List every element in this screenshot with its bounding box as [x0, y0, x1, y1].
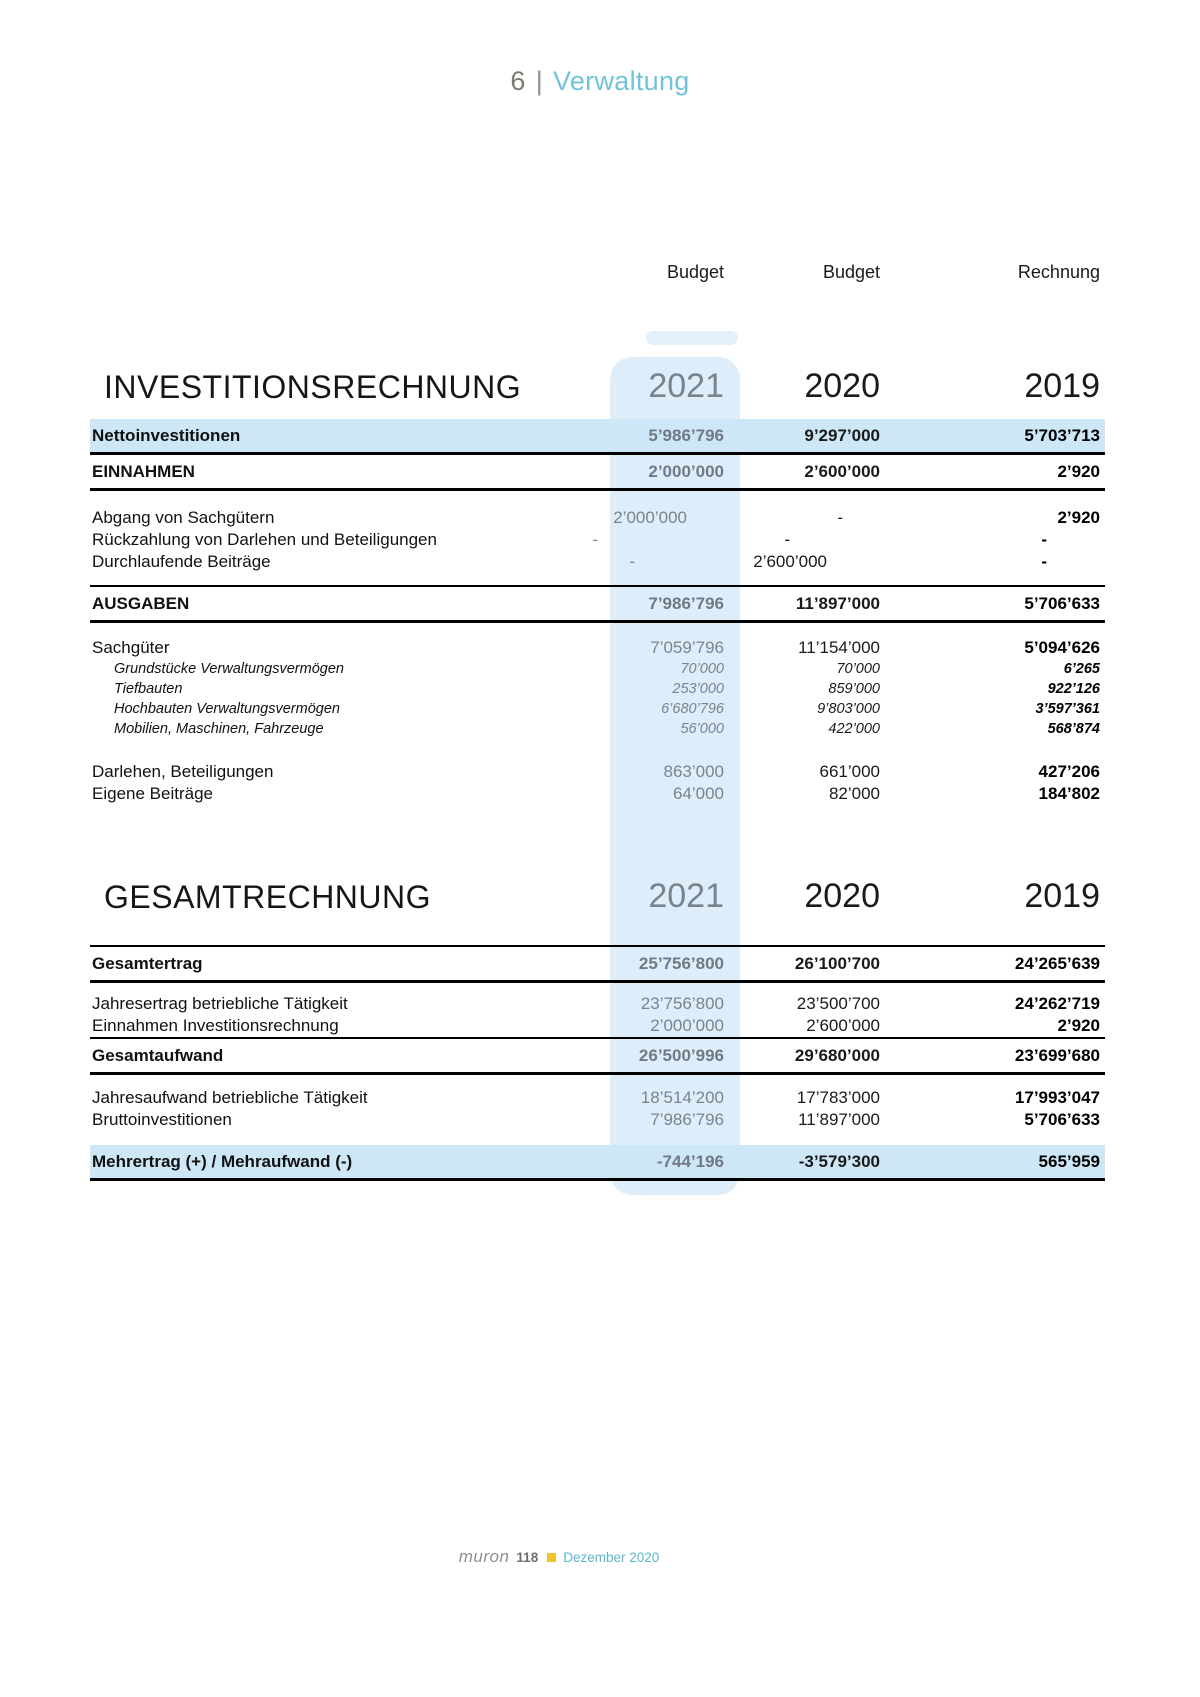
- column-headers: [90, 262, 1105, 283]
- column-header-budget-2021: Budget: [666, 262, 724, 282]
- table-row: [90, 1015, 1105, 1037]
- table-row: [90, 551, 1105, 573]
- value-2020: 29’680’000: [794, 1046, 880, 1065]
- value-2019: 24’262’719: [1014, 994, 1100, 1013]
- row-label: Jahresaufwand betriebliche Tätigkeit: [92, 1088, 368, 1107]
- value-2020: -: [784, 530, 790, 549]
- row-label: Abgang von Sachgütern: [92, 508, 275, 527]
- value-2021: 56’000: [680, 721, 724, 737]
- table-row: [90, 783, 1105, 805]
- table-row: [90, 529, 1105, 551]
- value-2020: 23’500’700: [796, 994, 880, 1013]
- value-2020: 2’600’000: [806, 1016, 880, 1035]
- value-2021: 18’514’200: [640, 1088, 724, 1107]
- year-2019: 2019: [1024, 367, 1100, 405]
- value-2019: 24’265’639: [1014, 954, 1100, 973]
- value-2019: 6’265: [1063, 661, 1100, 677]
- value-2019: 17’993’047: [1014, 1088, 1100, 1107]
- page-header: [0, 66, 1200, 97]
- footer-square-icon: [547, 1553, 556, 1562]
- year-2020: 2020: [804, 367, 880, 405]
- row-label: Grundstücke Verwaltungsvermögen: [114, 661, 344, 677]
- footer-brand: muron: [458, 1547, 510, 1566]
- value-2021: 64’000: [672, 784, 724, 803]
- row-label: Bruttoinvestitionen: [92, 1110, 232, 1129]
- value-2020: 17’783’000: [796, 1088, 880, 1107]
- value-2019: 922’126: [1047, 681, 1100, 697]
- value-2019: 5’706’633: [1024, 594, 1100, 613]
- value-2021: 7’986’796: [648, 594, 724, 613]
- value-2019: -: [1041, 530, 1047, 549]
- value-2020: -3’579’300: [798, 1152, 880, 1171]
- row-label: AUSGABEN: [92, 594, 190, 613]
- value-2020: 2’600’000: [753, 552, 827, 571]
- value-2021: 7’986’796: [650, 1110, 724, 1129]
- footer-date: Dezember 2020: [563, 1549, 660, 1565]
- table-subrow: [90, 659, 1105, 679]
- year-2020: 2020: [804, 877, 880, 915]
- row-label: Tiefbauten: [114, 681, 183, 697]
- value-2019: 568’874: [1047, 721, 1100, 737]
- value-2021: 23’756’800: [640, 994, 724, 1013]
- value-2020: 11’897’000: [798, 1110, 880, 1129]
- row-label: Jahresertrag betriebliche Tätigkeit: [92, 994, 348, 1013]
- value-2021: -: [629, 552, 635, 571]
- value-2019: 3’597’361: [1035, 701, 1100, 717]
- section-header-gesamtrechnung: [90, 867, 1105, 913]
- value-2019: 2’920: [1057, 508, 1100, 527]
- table-row: [90, 507, 1105, 529]
- value-2021: -744’196: [656, 1152, 724, 1171]
- page-footer: [0, 1547, 1118, 1567]
- year-2021: 2021: [648, 367, 724, 405]
- value-2021: 25’756’800: [638, 954, 724, 973]
- value-2021: 26’500’996: [638, 1046, 724, 1065]
- table-subrow: [90, 719, 1105, 739]
- table-row: [90, 1109, 1105, 1131]
- value-2020: 422’000: [828, 721, 880, 737]
- value-2019: 427’206: [1038, 762, 1100, 781]
- table-row-gesamtertrag: [90, 945, 1105, 983]
- value-2020: 661’000: [819, 762, 880, 781]
- value-2021: 253’000: [672, 681, 724, 697]
- row-label: Darlehen, Beteiligungen: [92, 762, 274, 781]
- value-2021: 6’680’796: [661, 701, 724, 717]
- value-2020: 2’600’000: [804, 462, 880, 481]
- section-name: Verwaltung: [553, 66, 690, 96]
- page-number: 6: [510, 66, 526, 96]
- row-label: Mobilien, Maschinen, Fahrzeuge: [114, 721, 324, 737]
- value-2020: 26’100’700: [794, 954, 880, 973]
- table-row-einnahmen: [90, 455, 1105, 491]
- year-2021: 2021: [648, 877, 724, 915]
- column-header-budget-2020: Budget: [822, 262, 880, 282]
- row-label: Gesamtertrag: [92, 954, 203, 973]
- row-label: Gesamtaufwand: [92, 1046, 224, 1065]
- header-divider: |: [535, 66, 544, 96]
- value-2020: -: [837, 508, 843, 527]
- row-label: Einnahmen Investitionsrechnung: [92, 1016, 339, 1035]
- value-2020: 11’897’000: [795, 594, 880, 613]
- row-label: Sachgüter: [92, 638, 170, 657]
- section-title: INVESTITIONSRECHNUNG: [104, 371, 522, 403]
- value-2020: 82’000: [828, 784, 880, 803]
- table-row-mehrertrag: [90, 1145, 1105, 1181]
- table-row-gesamtaufwand: [90, 1037, 1105, 1075]
- value-2019: 2’920: [1057, 462, 1100, 481]
- value-2021: 2’000’000: [650, 1016, 724, 1035]
- value-2019: 2’920: [1057, 1016, 1100, 1035]
- table-subrow: [90, 699, 1105, 719]
- table-row-ausgaben: [90, 585, 1105, 623]
- value-2019: 565’959: [1038, 1152, 1100, 1171]
- column-header-rechnung-2019: Rechnung: [1017, 262, 1100, 282]
- value-2019: -: [1041, 552, 1047, 571]
- value-2019: 5’706’633: [1024, 1110, 1100, 1129]
- value-2019: 5’703’713: [1024, 426, 1100, 445]
- footer-issue-number: 118: [516, 1549, 539, 1565]
- value-2020: 859’000: [828, 681, 880, 697]
- table-row: [90, 761, 1105, 783]
- value-2019: 23’699’680: [1014, 1046, 1100, 1065]
- row-label: Nettoinvestitionen: [92, 426, 241, 445]
- row-label: EINNAHMEN: [92, 462, 195, 481]
- section-header-investitionsrechnung: [90, 357, 1105, 403]
- table-row: [90, 993, 1105, 1015]
- value-2020: 11’154’000: [798, 638, 880, 657]
- value-2020: 9’297’000: [804, 426, 880, 445]
- value-2020: 70’000: [836, 661, 880, 677]
- value-2019: 5’094’626: [1024, 638, 1100, 657]
- section-title: GESAMTRECHNUNG: [104, 881, 432, 913]
- value-2021: 70’000: [680, 661, 724, 677]
- year-2019: 2019: [1024, 877, 1100, 915]
- value-2021: 2’000’000: [613, 508, 687, 527]
- financial-table: [90, 357, 1105, 1181]
- highlight-pill-tab: [646, 331, 738, 345]
- row-label: Eigene Beiträge: [92, 784, 213, 803]
- row-label: Mehrertrag (+) / Mehraufwand (-): [92, 1152, 353, 1171]
- row-label: Rückzahlung von Darlehen und Beteiligungen: [92, 530, 437, 549]
- value-2020: 9’803’000: [817, 701, 880, 717]
- table-row-nettoinvestitionen: [90, 419, 1105, 455]
- table-row: [90, 1087, 1105, 1109]
- value-2021: -: [592, 530, 598, 549]
- value-2019: 184’802: [1038, 784, 1100, 803]
- table-subrow: [90, 679, 1105, 699]
- value-2021: 5’986’796: [648, 426, 724, 445]
- value-2021: 863’000: [663, 762, 724, 781]
- row-label: Durchlaufende Beiträge: [92, 552, 271, 571]
- value-2021: 2’000’000: [648, 462, 724, 481]
- row-label: Hochbauten Verwaltungsvermögen: [114, 701, 340, 717]
- value-2021: 7’059’796: [650, 638, 724, 657]
- table-row: [90, 637, 1105, 659]
